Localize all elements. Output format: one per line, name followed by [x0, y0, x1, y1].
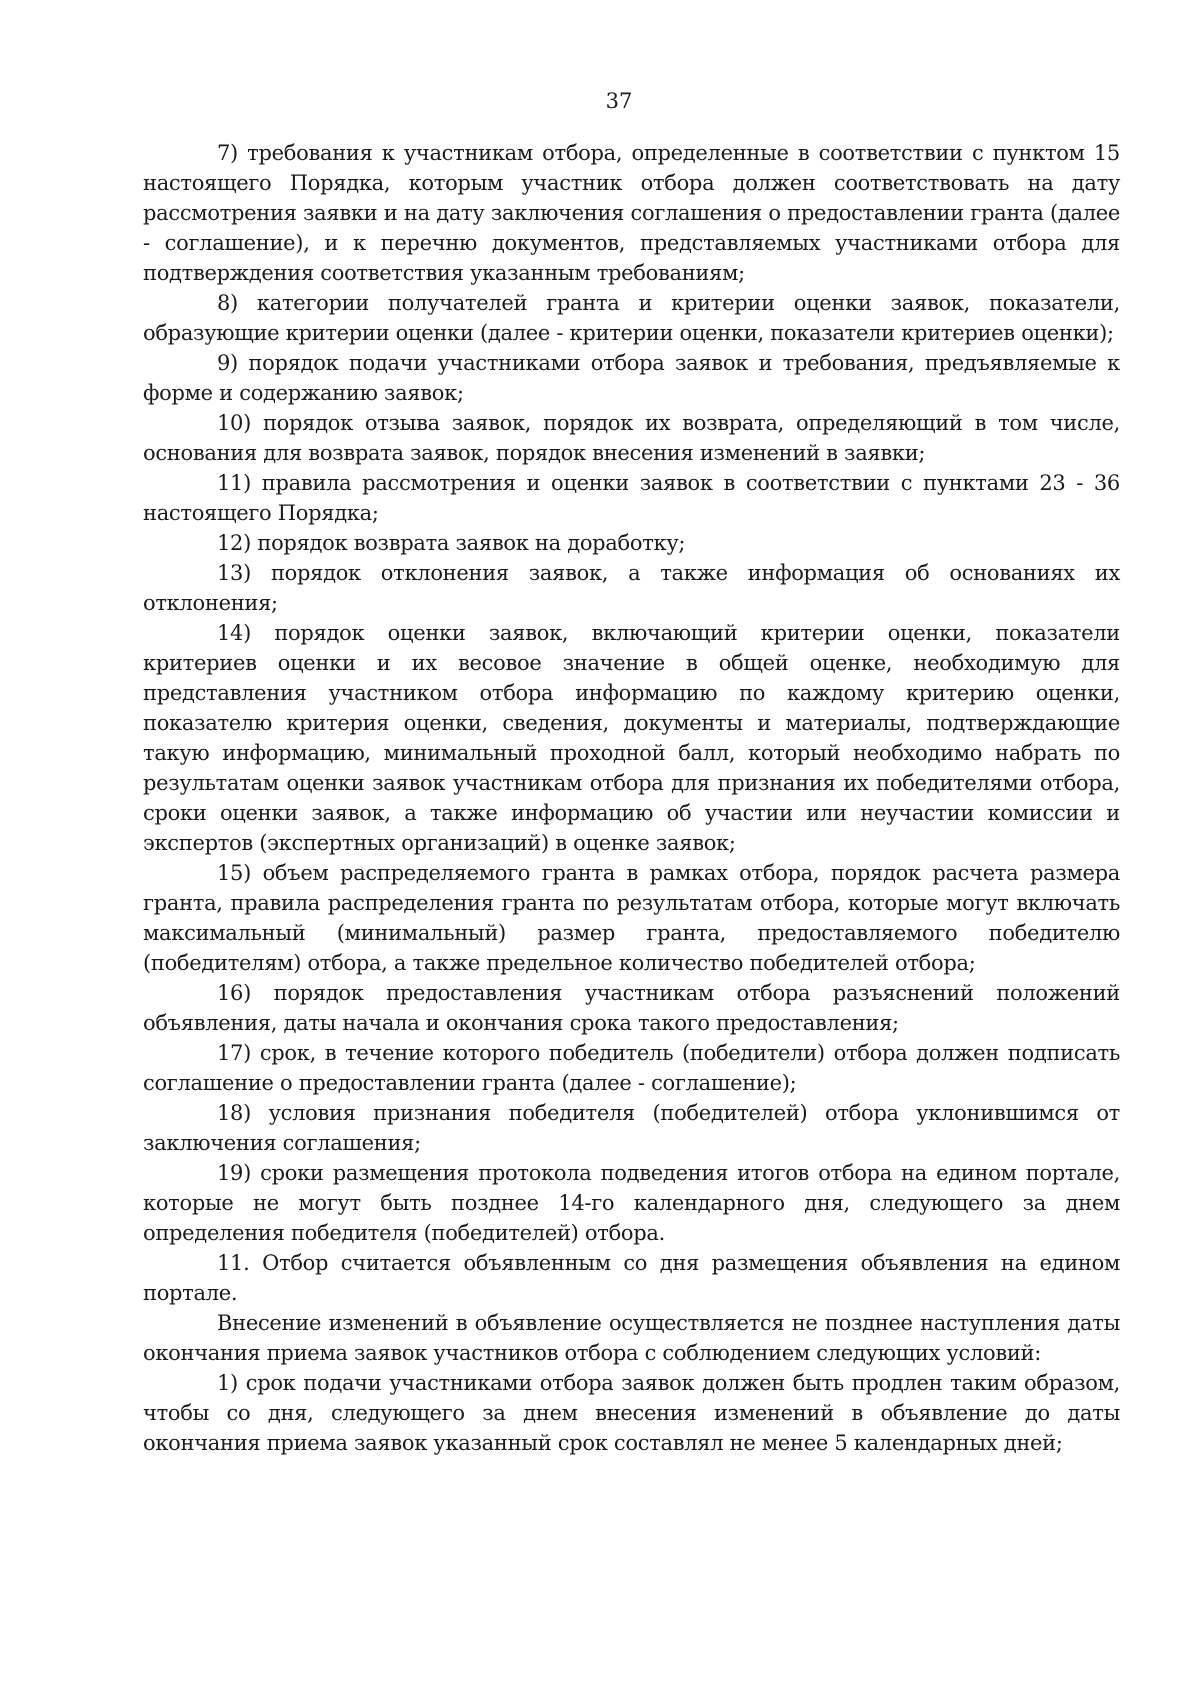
- paragraph-item-17: 17) срок, в течение которого победитель (победители) отбора должен подписать соглашение о предоставлении гранта (далее - соглашение);: [143, 1041, 1120, 1095]
- paragraph-item-18: 18) условия признания победителя (победителей) отбора уклонившимся от заключения соглашения;: [143, 1101, 1120, 1155]
- paragraph-item-14: 14) порядок оценки заявок, включающий критерии оценки, показатели критериев оценки и их весовое значение в общей оценке, необходимую для представления участником отбора информацию по каждому критерию оценки, показателю критерия оценки, сведения, документы и материалы, подтверждающие такую информацию, минимальный проходной балл, который необходимо набрать по результатам оценки заявок участникам отбора для признания их победителями отбора, сроки оценки заявок, а также информацию об участии или неучастии комиссии и экспертов (экспертных организаций) в оценке заявок;: [143, 621, 1120, 855]
- paragraph-item-7: 7) требования к участникам отбора, определенные в соответствии с пунктом 15 настоящего Порядка, которым участник отбора должен соответствовать на дату рассмотрения заявки и на дату заключения соглашения о предоставлении гранта (далее - соглашение), и к перечню документов, представляемых участниками отбора для подтверждения соответствия указанным требованиям;: [143, 141, 1120, 285]
- paragraph-item-12: 12) порядок возврата заявок на доработку;: [217, 531, 686, 555]
- paragraph-condition-1: 1) срок подачи участниками отбора заявок должен быть продлен таким образом, чтобы со дня, следующего за днем внесения изменений в объявление до даты окончания приема заявок указанный срок составлял не менее 5 календарных дней;: [143, 1371, 1120, 1455]
- paragraph-item-9: 9) порядок подачи участниками отбора заявок и требования, предъявляемые к форме и содержанию заявок;: [143, 351, 1120, 405]
- paragraph-item-10: 10) порядок отзыва заявок, порядок их возврата, определяющий в том числе, основания для возврата заявок, порядок внесения изменений в заявки;: [143, 411, 1120, 465]
- paragraph-item-16: 16) порядок предоставления участникам отбора разъяснений положений объявления, даты начала и окончания срока такого предоставления;: [143, 981, 1120, 1035]
- paragraph-item-19: 19) сроки размещения протокола подведения итогов отбора на едином портале, которые не могут быть позднее 14-го календарного дня, следующего за днем определения победителя (победителей) отбора.: [143, 1161, 1120, 1245]
- page-number: 37: [605, 89, 633, 113]
- paragraph-item-8: 8) категории получателей гранта и критерии оценки заявок, показатели, образующие критерии оценки (далее - критерии оценки, показатели критериев оценки);: [143, 291, 1120, 345]
- paragraph-point-11: 11. Отбор считается объявленным со дня размещения объявления на едином портале.: [143, 1251, 1120, 1305]
- document-body: [143, 138, 1120, 1458]
- paragraph-amendments: Внесение изменений в объявление осуществляется не позднее наступления даты окончания приема заявок участников отбора с соблюдением следующих условий:: [143, 1311, 1120, 1365]
- paragraph-item-11: 11) правила рассмотрения и оценки заявок в соответствии с пунктами 23 - 36 настоящего Порядка;: [143, 471, 1120, 525]
- paragraph-item-13: 13) порядок отклонения заявок, а также информация об основаниях их отклонения;: [143, 561, 1120, 615]
- paragraph-item-15: 15) объем распределяемого гранта в рамках отбора, порядок расчета размера гранта, правила распределения гранта по результатам отбора, которые могут включать максимальный (минимальный) размер гранта, предоставляемого победителю (победителям) отбора, а также предельное количество победителей отбора;: [143, 861, 1120, 975]
